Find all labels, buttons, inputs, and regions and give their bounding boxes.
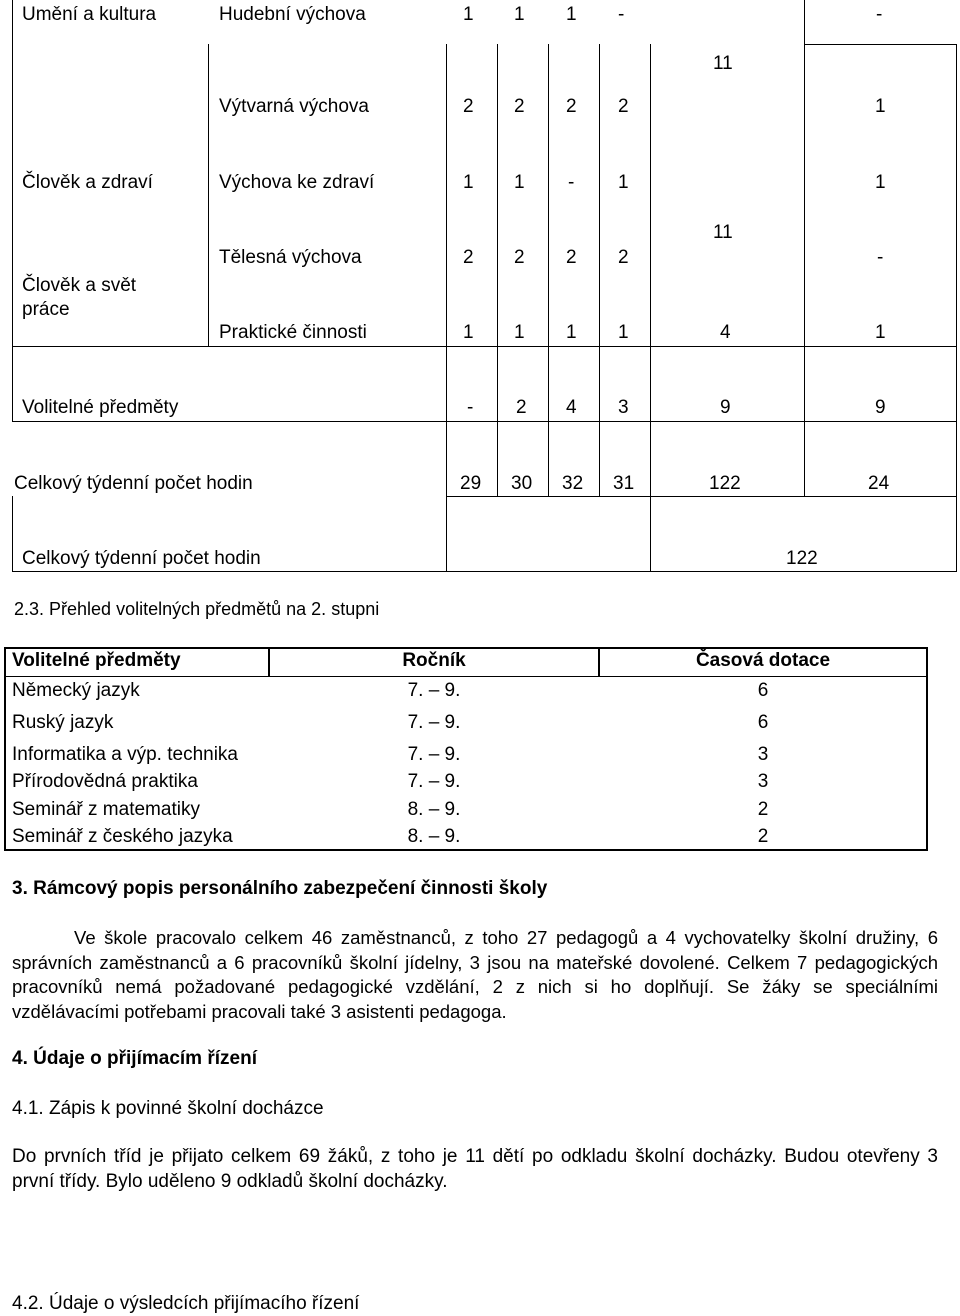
- cell: 2: [514, 247, 525, 268]
- cell: 30: [511, 473, 533, 494]
- cell: 2: [618, 247, 629, 268]
- cell: 1: [875, 96, 886, 117]
- cell: 11: [713, 222, 733, 243]
- cell: 1: [875, 322, 886, 343]
- cell: 9: [720, 397, 731, 418]
- table-row-grade: 8. – 9.: [407, 826, 461, 847]
- area-human-work: Člověk a svět práce: [22, 275, 137, 320]
- total-value: 122: [786, 548, 818, 569]
- enrollment-paragraph: Do prvních tříd je přijato celkem 69 žáků, z toho je 11 dětí po odkladu školní docházky. Budou otevřeny 3 první třídy. Bylo uděleno 9 odkladů školní docházky.: [12, 1146, 938, 1192]
- cell: 1: [463, 322, 474, 343]
- cell: 4: [566, 397, 577, 418]
- cell: 1: [514, 172, 525, 193]
- cell: 2: [566, 247, 577, 268]
- area-total: Celkový týdenní počet hodin: [14, 473, 253, 494]
- cell: 2: [463, 247, 474, 268]
- cell: 9: [875, 397, 886, 418]
- cell: 1: [618, 322, 629, 343]
- cell: -: [876, 4, 883, 25]
- subject-practical: Praktické činnosti: [219, 322, 367, 343]
- table-row-subject: Německý jazyk: [12, 680, 140, 701]
- section-heading-3: 3. Rámcový popis personálního zabezpečení činnosti školy: [12, 878, 548, 899]
- cell: 2: [618, 96, 629, 117]
- cell: 24: [868, 473, 890, 494]
- cell: 29: [460, 473, 482, 494]
- cell: -: [568, 172, 575, 193]
- area-art-culture: Umění a kultura: [22, 4, 157, 25]
- staff-paragraph: Ve škole pracovalo celkem 46 zaměstnanců, z toho 27 pedagogů a 4 vychovatelky školní družiny, 6 správních zaměstnanců a 6 pracovníků školní jídelny, 3 jsou na mateřské dovolené. Celkem 7 pedagogických pracovníků nemá požadované pedagogické vzdělání, 2 z nich si ho doplňují. Se žáky se speciálními vzdělávacími potřebami pracovali také 3 asistenti pedagoga.: [12, 927, 938, 1022]
- cell: 32: [562, 473, 584, 494]
- cell: 2: [516, 397, 527, 418]
- cell: 1: [566, 4, 577, 25]
- subject-pe: Tělesná výchova: [219, 247, 362, 268]
- cell: 2: [514, 96, 525, 117]
- cell: 2: [463, 96, 474, 117]
- cell: 1: [566, 322, 577, 343]
- table-row-time: 3: [757, 771, 769, 792]
- cell: 3: [618, 397, 629, 418]
- table-row-subject: Informatika a výp. technika: [12, 744, 238, 765]
- table-row-grade: 8. – 9.: [407, 799, 461, 820]
- area-electives: Volitelné předměty: [22, 397, 179, 418]
- section-heading-4: 4. Údaje o přijímacím řízení: [12, 1048, 257, 1069]
- cell: 1: [463, 172, 474, 193]
- table-row-subject: Seminář z matematiky: [12, 799, 200, 820]
- header-grade: Ročník: [402, 650, 466, 671]
- table-row-grade: 7. – 9.: [407, 771, 461, 792]
- cell: -: [618, 4, 625, 25]
- cell: 11: [713, 53, 733, 74]
- cell: 31: [613, 473, 635, 494]
- cell: -: [467, 397, 474, 418]
- subject-health: Výchova ke zdraví: [219, 172, 375, 193]
- cell: 1: [618, 172, 629, 193]
- cell: 1: [463, 4, 474, 25]
- section-heading-4-1: 4.1. Zápis k povinné školní docházce: [12, 1098, 324, 1119]
- area-human-health: Člověk a zdraví: [22, 172, 153, 193]
- cell: 1: [514, 322, 525, 343]
- section-heading-2-3: 2.3. Přehled volitelných předmětů na 2. stupni: [14, 599, 380, 619]
- table-row-time: 6: [757, 712, 769, 733]
- total-label: Celkový týdenní počet hodin: [22, 548, 261, 569]
- cell: 122: [709, 473, 741, 494]
- table-row-grade: 7. – 9.: [407, 744, 461, 765]
- cell: 1: [875, 172, 886, 193]
- table-row-subject: Ruský jazyk: [12, 712, 114, 733]
- header-electives: Volitelné předměty: [12, 650, 181, 671]
- subject-art: Výtvarná výchova: [219, 96, 369, 117]
- cell: 1: [514, 4, 525, 25]
- table-row-time: 3: [757, 744, 769, 765]
- cell: -: [877, 247, 884, 268]
- section-heading-4-2: 4.2. Údaje o výsledcích přijímacího řízení: [12, 1293, 360, 1314]
- table-row-time: 6: [757, 680, 769, 701]
- cell: 2: [566, 96, 577, 117]
- table-row-subject: Seminář z českého jazyka: [12, 826, 233, 847]
- table-row-subject: Přírodovědná praktika: [12, 771, 198, 792]
- table-row-time: 2: [757, 826, 769, 847]
- table-row-grade: 7. – 9.: [407, 712, 461, 733]
- subject-music: Hudební výchova: [219, 4, 366, 25]
- table-row-time: 2: [757, 799, 769, 820]
- header-time: Časová dotace: [695, 650, 831, 671]
- table-row-grade: 7. – 9.: [407, 680, 461, 701]
- cell: 4: [720, 322, 731, 343]
